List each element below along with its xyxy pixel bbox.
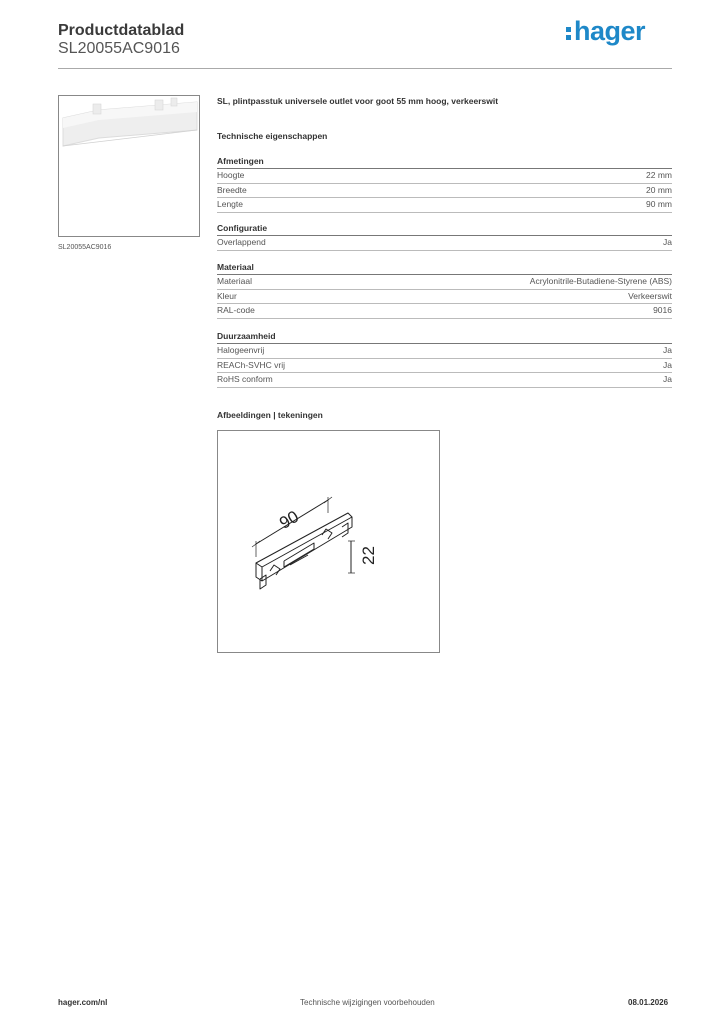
spec-value: Ja [663, 374, 672, 384]
section-materiaal [217, 262, 672, 319]
section-duurzaamheid [217, 331, 672, 388]
header-divider [58, 68, 672, 69]
section-title: Configuratie [217, 223, 672, 236]
spec-label: Overlappend [217, 237, 266, 247]
spec-label: Lengte [217, 199, 243, 209]
drawings-heading: Afbeeldingen | tekeningen [217, 410, 323, 420]
spec-row [217, 198, 672, 213]
technical-drawing [217, 430, 440, 653]
logo-text: hager [574, 16, 646, 46]
product-image [58, 95, 200, 237]
section-afmetingen [217, 156, 672, 213]
spec-row [217, 359, 672, 374]
tech-properties-heading: Technische eigenschappen [217, 131, 328, 141]
hager-logo [566, 16, 645, 47]
spec-row [217, 344, 672, 359]
section-title: Materiaal [217, 262, 672, 275]
footer-website: hager.com/nl [58, 998, 108, 1007]
spec-label: REACh-SVHC vrij [217, 359, 286, 370]
spec-value: Verkeerswit [628, 290, 672, 301]
spec-row [217, 275, 672, 290]
spec-label: RoHS conform [217, 374, 273, 384]
spec-value: 20 mm [646, 184, 672, 195]
spec-row [217, 184, 672, 199]
footer-date: 08.01.2026 [628, 998, 669, 1007]
spec-label: Hoogte [217, 170, 245, 180]
thumbnail-caption: SL20055AC9016 [58, 244, 112, 251]
spec-value: 22 mm [646, 170, 672, 180]
product-code: SL20055AC9016 [58, 40, 180, 57]
spec-value: Ja [663, 359, 672, 370]
spec-row [217, 169, 672, 184]
product-photo-icon [59, 96, 199, 236]
section-configuratie [217, 223, 672, 251]
spec-row [217, 373, 672, 388]
footer-disclaimer: Technische wijzigingen voorbehouden [300, 998, 435, 1007]
spec-value: Acrylonitrile-Butadiene-Styrene (ABS) [529, 276, 672, 286]
spec-label: RAL-code [217, 305, 255, 315]
spec-label: Breedte [217, 184, 247, 195]
spec-row [217, 304, 672, 319]
spec-value: 9016 [653, 305, 672, 315]
spec-row [217, 236, 672, 251]
spec-label: Kleur [217, 290, 237, 301]
section-title: Duurzaamheid [217, 331, 672, 344]
section-title: Afmetingen [217, 156, 672, 169]
spec-label: Materiaal [217, 276, 252, 286]
logo-dots-icon [566, 16, 571, 43]
technical-drawing-svg [218, 431, 439, 652]
page-title: Productdatablad [58, 22, 185, 39]
height-dimension-label: 22 [359, 546, 378, 565]
product-description: SL, plintpasstuk universele outlet voor goot 55 mm hoog, verkeerswit [217, 96, 499, 106]
spec-value: 90 mm [646, 199, 672, 209]
spec-label: Halogeenvrij [217, 345, 265, 355]
spec-row [217, 290, 672, 305]
spec-value: Ja [663, 237, 672, 247]
spec-value: Ja [663, 345, 672, 355]
length-dimension-label: 90 [276, 506, 302, 533]
